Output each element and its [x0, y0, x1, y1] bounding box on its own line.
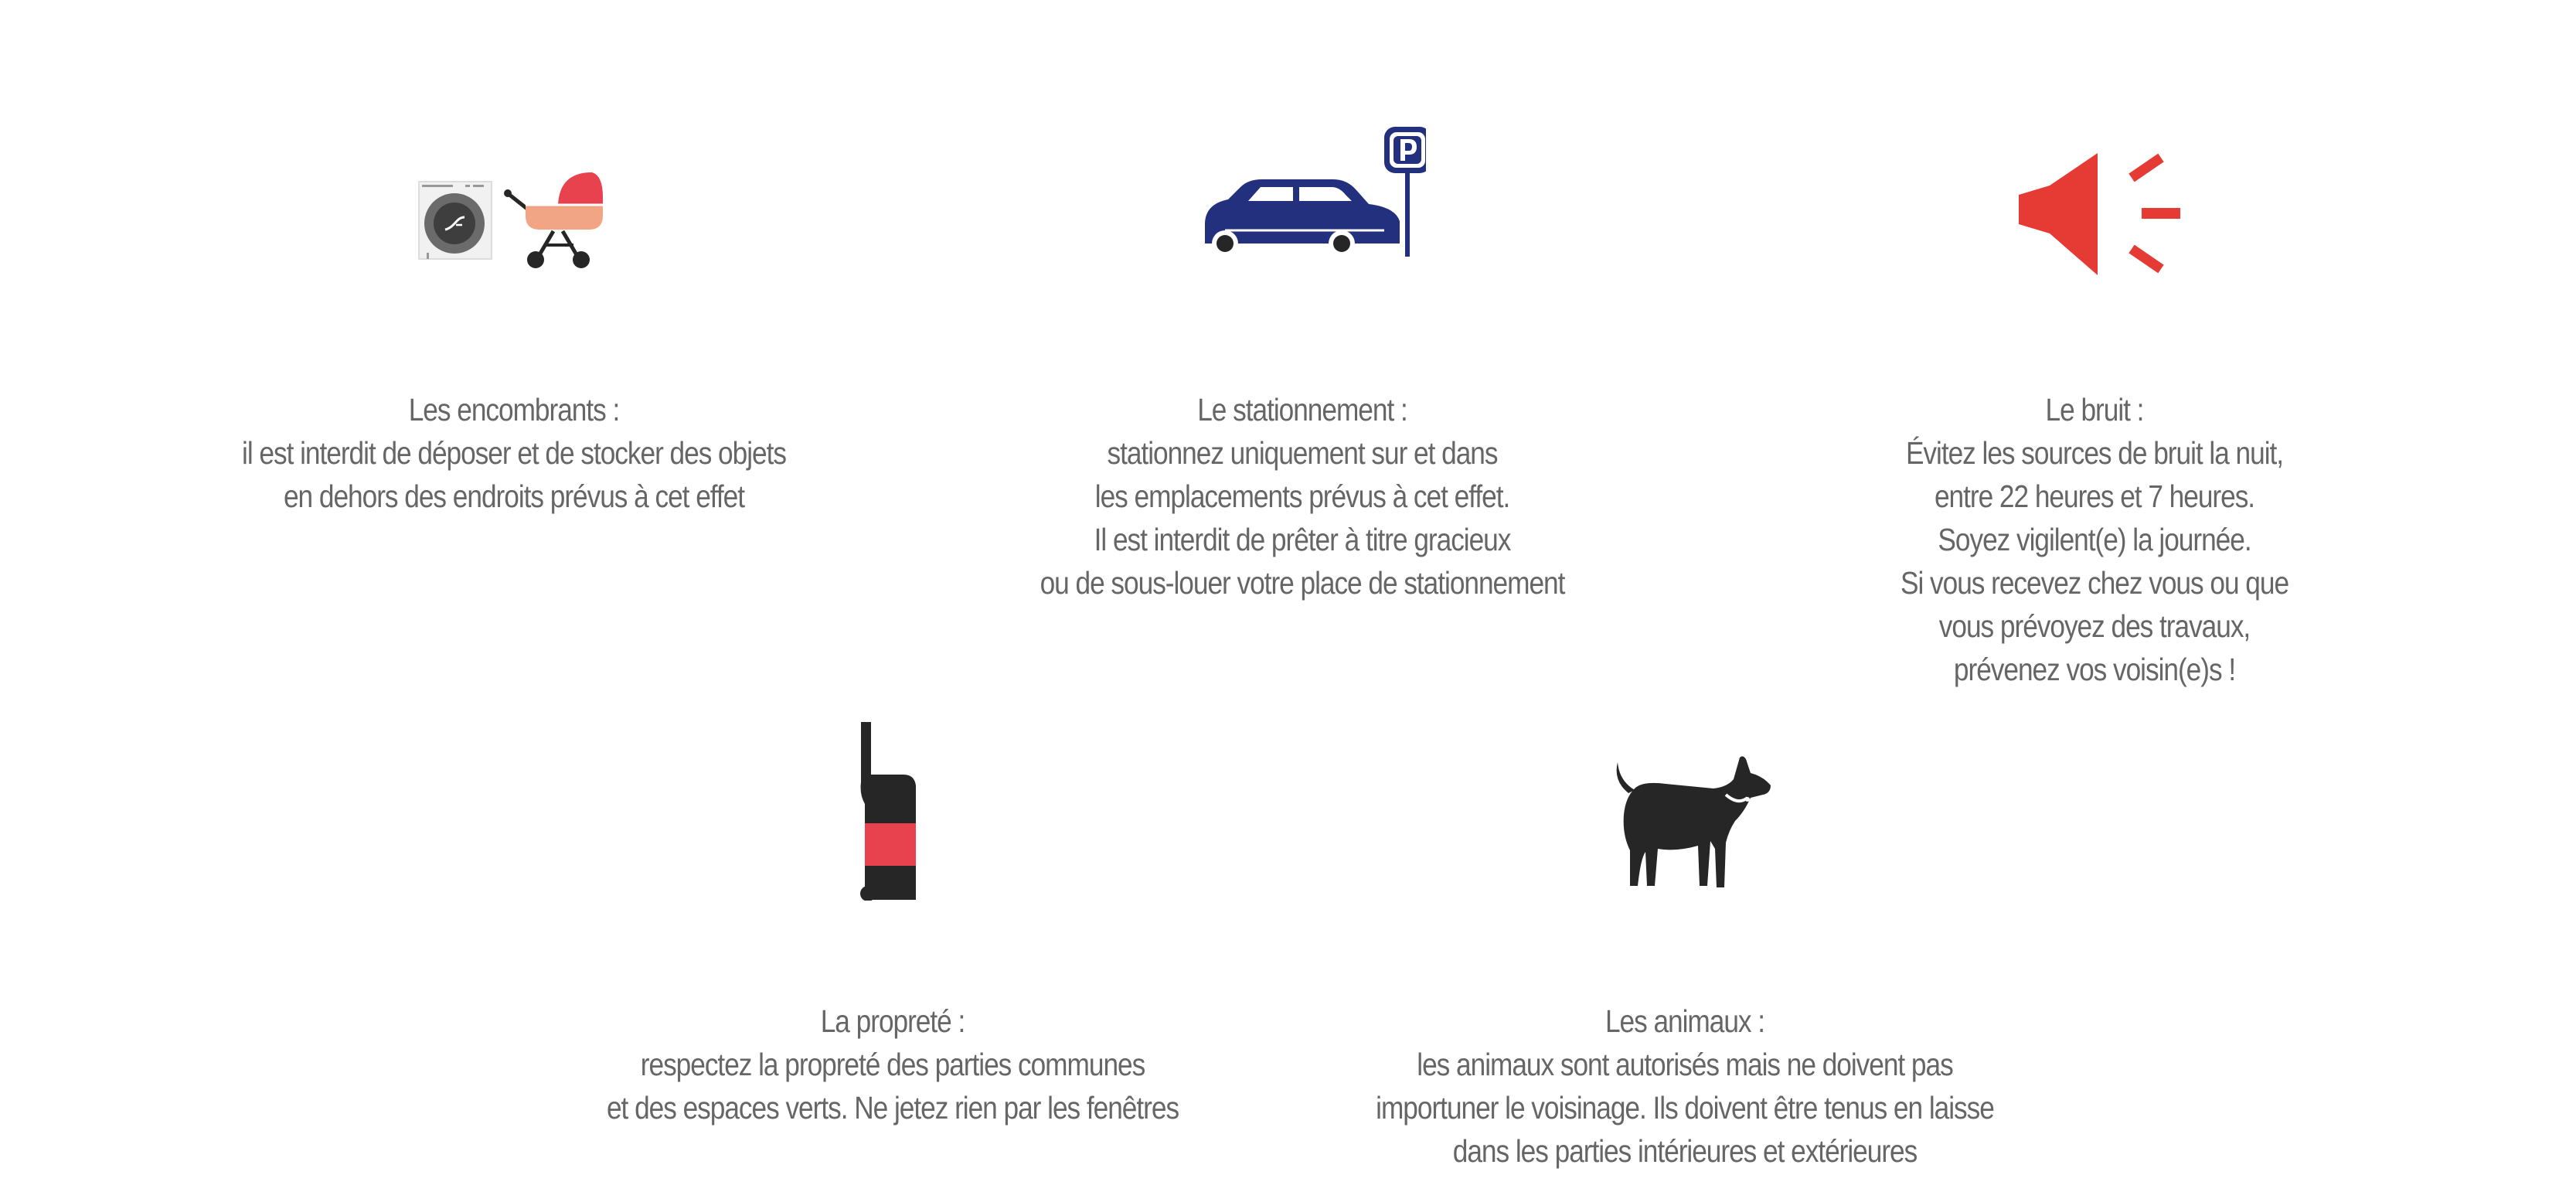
caption-line: Il est interdit de prêter à titre gracieux: [1094, 522, 1511, 557]
dog-icon: [1611, 750, 1774, 893]
caption-encombrants: [182, 388, 846, 518]
caption-line: Évitez les sources de bruit la nuit,: [1905, 435, 2284, 471]
washing-machine-icon: [419, 182, 492, 259]
caption-line: et des espaces verts. Ne jetez rien par les fenêtres: [606, 1090, 1179, 1126]
caption-bruit: [1762, 388, 2427, 691]
caption-line: il est interdit de déposer et de stocker des objets: [242, 435, 786, 471]
caption-line: respectez la propreté des parties communes: [640, 1047, 1145, 1082]
caption-title: Le bruit :: [2045, 392, 2144, 427]
caption-title: Les encombrants :: [408, 392, 620, 427]
caption-animaux: [1353, 1000, 2017, 1173]
stroller-icon: [504, 172, 603, 268]
caption-line: Si vous recevez chez vous ou que: [1900, 565, 2289, 601]
caption-line: vous prévoyez des travaux,: [1938, 608, 2251, 644]
caption-title: La propreté :: [820, 1003, 965, 1039]
caption-line: entre 22 heures et 7 heures.: [1934, 479, 2255, 514]
caption-line: Soyez vigilent(e) la journée.: [1938, 522, 2251, 557]
car-icon: [1205, 179, 1400, 257]
caption-stationnement: [970, 388, 1635, 605]
car-parking-icon: [1202, 124, 1426, 259]
washing-machine-and-stroller-icon: [417, 166, 603, 271]
caption-proprete: [560, 1000, 1225, 1129]
caption-line: dans les parties intérieures et extérieures: [1452, 1133, 1918, 1169]
caption-line: les animaux sont autorisés mais ne doivent pas: [1417, 1047, 1953, 1082]
loudspeaker-icon: [2017, 147, 2183, 282]
caption-line: importuner le voisinage. Ils doivent être tenus en laisse: [1376, 1090, 1994, 1126]
caption-line: les emplacements prévus à cet effet.: [1094, 479, 1510, 514]
caption-line: stationnez uniquement sur et dans: [1107, 435, 1498, 471]
caption-line: en dehors des endroits prévus à cet effet: [283, 479, 745, 514]
caption-line: prévenez vos voisin(e)s !: [1953, 652, 2236, 687]
vacuum-cleaner-icon: [854, 719, 931, 901]
caption-line: ou de sous-louer votre place de stationnement: [1040, 565, 1565, 601]
caption-title: Les animaux :: [1604, 1003, 1765, 1039]
caption-title: Le stationnement :: [1197, 392, 1407, 427]
